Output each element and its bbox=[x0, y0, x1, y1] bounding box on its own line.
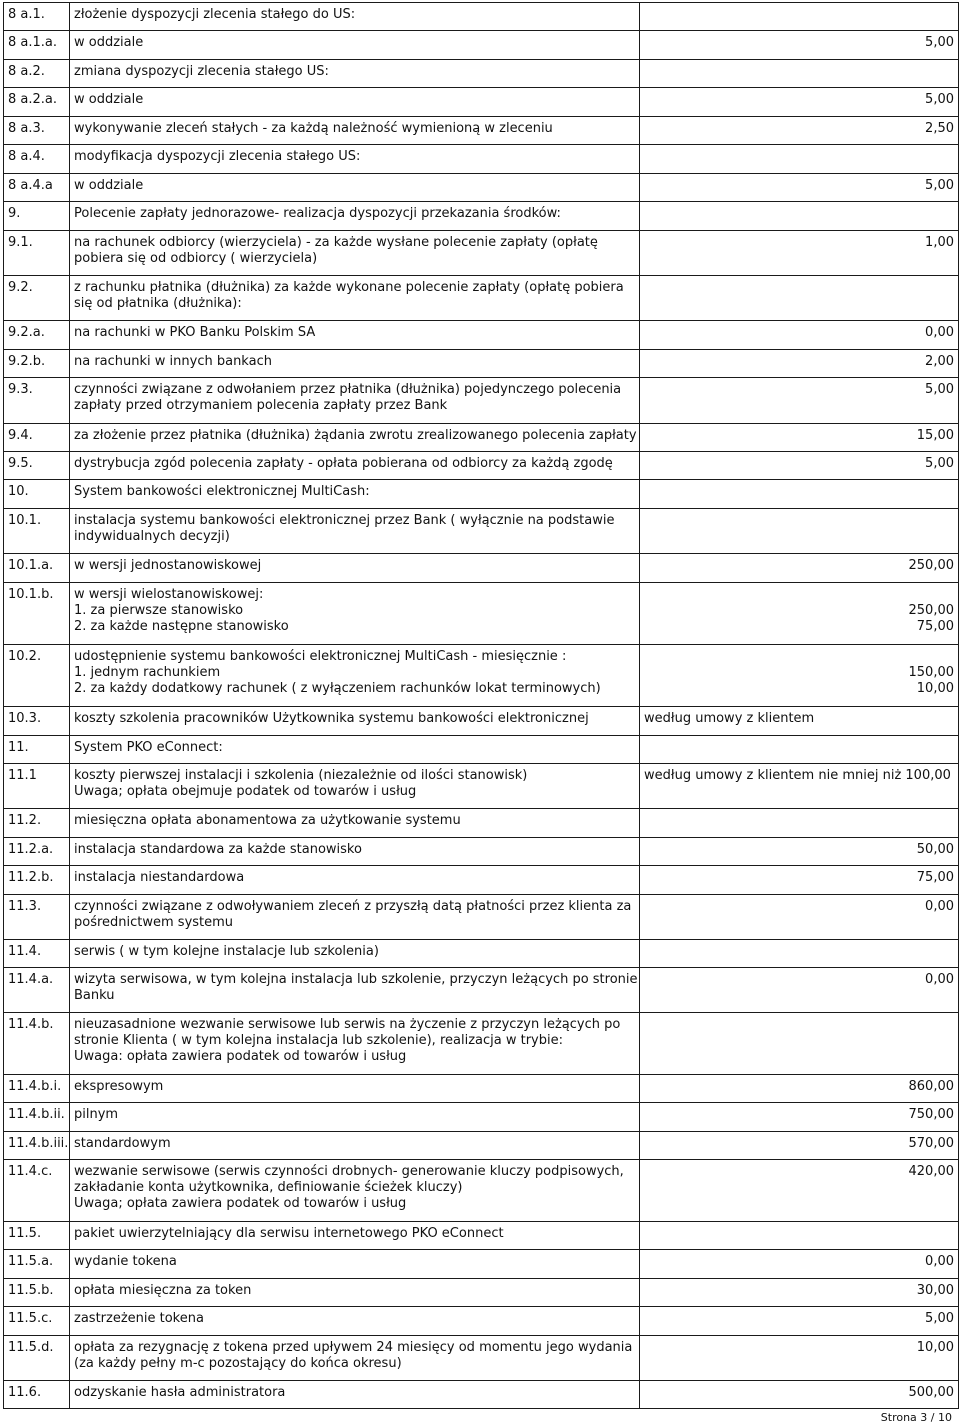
fee-value: 250,00 bbox=[908, 603, 954, 618]
description-line: ekspresowym bbox=[74, 1079, 164, 1094]
item-fee bbox=[640, 350, 959, 378]
item-description bbox=[70, 764, 640, 809]
item-fee bbox=[640, 424, 959, 452]
table-row bbox=[4, 645, 959, 707]
item-description bbox=[70, 321, 640, 350]
fee-value bbox=[644, 64, 954, 80]
item-number: 8 a.4. bbox=[4, 145, 70, 174]
fee-value: według umowy z klientem bbox=[644, 711, 815, 726]
description-line: opłata miesięczna za token bbox=[74, 1283, 252, 1298]
item-fee bbox=[640, 509, 959, 554]
table-row bbox=[4, 509, 959, 554]
fee-value bbox=[644, 149, 954, 165]
item-fee bbox=[640, 276, 959, 321]
item-fee bbox=[640, 645, 959, 707]
description-line: Polecenie zapłaty jednorazowe- realizacja dyspozycji przekazania środków: bbox=[74, 206, 561, 221]
item-fee bbox=[640, 1250, 959, 1279]
item-description bbox=[70, 1075, 640, 1103]
item-number: 11.5.a. bbox=[4, 1250, 70, 1279]
item-number: 10.3. bbox=[4, 707, 70, 736]
description-line: stronie Klienta ( w tym kolejna instalacja lub szkolenie), realizacja w trybie: bbox=[74, 1033, 563, 1048]
fee-value bbox=[644, 484, 954, 500]
description-line: Uwaga; opłata zawiera podatek od towarów i usług bbox=[74, 1196, 407, 1211]
fee-value bbox=[644, 813, 954, 829]
item-fee bbox=[640, 1336, 959, 1381]
fee-value: 500,00 bbox=[908, 1385, 954, 1400]
table-row bbox=[4, 350, 959, 378]
fee-value: 150,00 bbox=[908, 665, 954, 680]
fee-value: 15,00 bbox=[916, 428, 954, 443]
fee-value: według umowy z klientem nie mniej niż 100,00 bbox=[644, 768, 951, 783]
description-line: złożenie dyspozycji zlecenia stałego do US: bbox=[74, 7, 356, 22]
item-fee bbox=[640, 31, 959, 60]
item-fee bbox=[640, 895, 959, 940]
item-fee bbox=[640, 866, 959, 895]
description-line: miesięczna opłata abonamentowa za użytkowanie systemu bbox=[74, 813, 461, 828]
description-line: System PKO eConnect: bbox=[74, 740, 223, 755]
item-description bbox=[70, 968, 640, 1013]
description-line: czynności związane z odwoływaniem zleceń z przyszłą datą płatności przez klienta za bbox=[74, 899, 632, 914]
description-line: w oddziale bbox=[74, 92, 144, 107]
item-number: 8 a.2.a. bbox=[4, 88, 70, 117]
table-row bbox=[4, 276, 959, 321]
description-line: modyfikacja dyspozycji zlecenia stałego US: bbox=[74, 149, 361, 164]
item-number: 9.3. bbox=[4, 378, 70, 424]
fee-value: 50,00 bbox=[916, 842, 954, 857]
item-number: 9.5. bbox=[4, 452, 70, 480]
item-number: 9.2.b. bbox=[4, 350, 70, 378]
item-number: 11.2.b. bbox=[4, 866, 70, 895]
fee-value bbox=[644, 280, 954, 296]
table-row bbox=[4, 1307, 959, 1336]
description-line: koszty szkolenia pracowników Użytkownika systemu bankowości elektronicznej bbox=[74, 711, 589, 726]
item-number: 11.6. bbox=[4, 1381, 70, 1409]
fee-value bbox=[644, 740, 954, 756]
description-line: instalacja niestandardowa bbox=[74, 870, 245, 885]
fee-value bbox=[644, 649, 954, 665]
fee-value bbox=[644, 513, 954, 529]
table-row bbox=[4, 1222, 959, 1250]
item-fee bbox=[640, 452, 959, 480]
fee-value bbox=[644, 7, 954, 23]
description-line: wizyta serwisowa, w tym kolejna instalacja lub szkolenie, przyczyn leżących po stronie bbox=[74, 972, 638, 987]
item-description bbox=[70, 1160, 640, 1222]
description-line: koszty pierwszej instalacji i szkolenia (niezależnie od ilości stanowisk) bbox=[74, 768, 528, 783]
item-fee bbox=[640, 480, 959, 509]
item-description bbox=[70, 1013, 640, 1075]
description-line: pośrednictwem systemu bbox=[74, 915, 234, 930]
description-line: się od płatnika (dłużnika): bbox=[74, 296, 242, 311]
description-line: czynności związane z odwołaniem przez płatnika (dłużnika) pojedynczego polecenia bbox=[74, 382, 622, 397]
table-row bbox=[4, 117, 959, 145]
item-number: 10.1.a. bbox=[4, 554, 70, 583]
item-description bbox=[70, 866, 640, 895]
fee-value: 5,00 bbox=[925, 382, 954, 397]
item-fee bbox=[640, 764, 959, 809]
item-number: 9.2. bbox=[4, 276, 70, 321]
fee-value: 10,00 bbox=[916, 681, 954, 696]
table-row bbox=[4, 60, 959, 88]
item-fee bbox=[640, 1160, 959, 1222]
fee-value: 5,00 bbox=[925, 35, 954, 50]
fee-value bbox=[644, 1017, 954, 1033]
item-number: 11.1 bbox=[4, 764, 70, 809]
item-fee bbox=[640, 145, 959, 174]
item-fee bbox=[640, 1132, 959, 1160]
item-number: 11.4.b.ii. bbox=[4, 1103, 70, 1132]
item-number: 8 a.1. bbox=[4, 3, 70, 31]
description-line: 1. jednym rachunkiem bbox=[74, 665, 221, 680]
table-row bbox=[4, 1250, 959, 1279]
table-row bbox=[4, 424, 959, 452]
item-description bbox=[70, 480, 640, 509]
fee-value: 5,00 bbox=[925, 456, 954, 471]
table-row bbox=[4, 452, 959, 480]
item-description bbox=[70, 940, 640, 968]
description-line: opłata za rezygnację z tokena przed upływem 24 miesięcy od momentu jego wydania bbox=[74, 1340, 633, 1355]
fee-value bbox=[644, 206, 954, 222]
item-description bbox=[70, 117, 640, 145]
item-description bbox=[70, 509, 640, 554]
description-line: serwis ( w tym kolejne instalacje lub szkolenia) bbox=[74, 944, 379, 959]
item-fee bbox=[640, 321, 959, 350]
description-line: w oddziale bbox=[74, 35, 144, 50]
table-row bbox=[4, 1132, 959, 1160]
item-fee bbox=[640, 378, 959, 424]
fee-value: 1,00 bbox=[925, 235, 954, 250]
item-fee bbox=[640, 1307, 959, 1336]
item-description bbox=[70, 88, 640, 117]
item-fee bbox=[640, 1013, 959, 1075]
fee-value bbox=[644, 587, 954, 603]
item-description bbox=[70, 645, 640, 707]
item-fee bbox=[640, 1279, 959, 1307]
description-line: 1. za pierwsze stanowisko bbox=[74, 603, 244, 618]
item-number: 11.4.c. bbox=[4, 1160, 70, 1222]
table-row bbox=[4, 1160, 959, 1222]
item-number: 9.1. bbox=[4, 231, 70, 276]
fee-value: 30,00 bbox=[916, 1283, 954, 1298]
item-fee bbox=[640, 838, 959, 866]
table-row bbox=[4, 88, 959, 117]
table-row bbox=[4, 895, 959, 940]
table-row bbox=[4, 583, 959, 645]
fee-value: 75,00 bbox=[916, 619, 954, 634]
item-number: 11.5.c. bbox=[4, 1307, 70, 1336]
item-description bbox=[70, 452, 640, 480]
fee-value: 250,00 bbox=[908, 558, 954, 573]
item-number: 8 a.1.a. bbox=[4, 31, 70, 60]
description-line: za złożenie przez płatnika (dłużnika) żądania zwrotu zrealizowanego polecenia zapłaty bbox=[74, 428, 637, 443]
item-description bbox=[70, 1279, 640, 1307]
table-row bbox=[4, 866, 959, 895]
description-line: pakiet uwierzytelniający dla serwisu internetowego PKO eConnect bbox=[74, 1226, 504, 1241]
table-row bbox=[4, 174, 959, 202]
description-line: instalacja systemu bankowości elektronicznej przez Bank ( wyłącznie na podstawie bbox=[74, 513, 615, 528]
item-description bbox=[70, 231, 640, 276]
item-number: 8 a.3. bbox=[4, 117, 70, 145]
item-fee bbox=[640, 968, 959, 1013]
item-description bbox=[70, 31, 640, 60]
fee-value: 10,00 bbox=[916, 1340, 954, 1355]
description-line: w wersji jednostanowiskowej bbox=[74, 558, 262, 573]
table-row bbox=[4, 378, 959, 424]
item-fee bbox=[640, 1103, 959, 1132]
description-line: pobiera się od odbiorcy ( wierzyciela) bbox=[74, 251, 318, 266]
table-row bbox=[4, 1075, 959, 1103]
table-row bbox=[4, 764, 959, 809]
fee-value: 5,00 bbox=[925, 1311, 954, 1326]
description-line: dystrybucja zgód polecenia zapłaty - opłata pobierana od odbiorcy za każdą zgodę bbox=[74, 456, 613, 471]
description-line: wykonywanie zleceń stałych - za każdą należność wymienioną w zleceniu bbox=[74, 121, 553, 136]
table-row bbox=[4, 3, 959, 31]
item-fee bbox=[640, 736, 959, 764]
item-number: 9.4. bbox=[4, 424, 70, 452]
table-row bbox=[4, 707, 959, 736]
fee-value: 0,00 bbox=[925, 325, 954, 340]
fee-table-body bbox=[4, 3, 959, 1409]
item-description bbox=[70, 378, 640, 424]
fee-value bbox=[644, 1226, 954, 1242]
item-description bbox=[70, 202, 640, 231]
description-line: standardowym bbox=[74, 1136, 171, 1151]
description-line: nieuzasadnione wezwanie serwisowe lub serwis na życzenie z przyczyn leżących po bbox=[74, 1017, 621, 1032]
table-row bbox=[4, 321, 959, 350]
fee-value: 75,00 bbox=[916, 870, 954, 885]
item-description bbox=[70, 583, 640, 645]
item-description bbox=[70, 838, 640, 866]
item-description bbox=[70, 424, 640, 452]
table-row bbox=[4, 145, 959, 174]
description-line: Uwaga; opłata obejmuje podatek od towarów i usług bbox=[74, 784, 417, 799]
item-number: 11.4. bbox=[4, 940, 70, 968]
item-number: 9. bbox=[4, 202, 70, 231]
description-line: wezwanie serwisowe (serwis czynności drobnych- generowanie kluczy podpisowych, bbox=[74, 1164, 624, 1179]
fee-value bbox=[644, 944, 954, 960]
fee-value: 860,00 bbox=[908, 1079, 954, 1094]
description-line: 2. za każde następne stanowisko bbox=[74, 619, 289, 634]
fee-value: 0,00 bbox=[925, 899, 954, 914]
item-number: 11.4.a. bbox=[4, 968, 70, 1013]
item-description bbox=[70, 174, 640, 202]
description-line: instalacja standardowa za każde stanowisko bbox=[74, 842, 362, 857]
item-description bbox=[70, 350, 640, 378]
fee-value: 420,00 bbox=[908, 1164, 954, 1179]
description-line: System bankowości elektronicznej MultiCash: bbox=[74, 484, 370, 499]
description-line: zastrzeżenie tokena bbox=[74, 1311, 204, 1326]
item-number: 11.3. bbox=[4, 895, 70, 940]
item-number: 11.4.b. bbox=[4, 1013, 70, 1075]
item-description bbox=[70, 1381, 640, 1409]
description-line: 2. za każdy dodatkowy rachunek ( z wyłączeniem rachunków lokat terminowych) bbox=[74, 681, 601, 696]
table-row bbox=[4, 1381, 959, 1409]
item-fee bbox=[640, 3, 959, 31]
description-line: indywidualnych decyzji) bbox=[74, 529, 230, 544]
item-fee bbox=[640, 1381, 959, 1409]
item-description bbox=[70, 707, 640, 736]
table-row bbox=[4, 554, 959, 583]
item-number: 11.2. bbox=[4, 809, 70, 838]
item-fee bbox=[640, 202, 959, 231]
item-fee bbox=[640, 809, 959, 838]
table-row bbox=[4, 231, 959, 276]
item-number: 9.2.a. bbox=[4, 321, 70, 350]
item-fee bbox=[640, 174, 959, 202]
item-fee bbox=[640, 554, 959, 583]
table-row bbox=[4, 968, 959, 1013]
fee-value: 0,00 bbox=[925, 972, 954, 987]
fee-value: 750,00 bbox=[908, 1107, 954, 1122]
table-row bbox=[4, 480, 959, 509]
description-line: na rachunki w PKO Banku Polskim SA bbox=[74, 325, 316, 340]
fee-value: 570,00 bbox=[908, 1136, 954, 1151]
table-row bbox=[4, 736, 959, 764]
item-description bbox=[70, 809, 640, 838]
description-line: zakładanie konta użytkownika, definiowanie ścieżek kluczy) bbox=[74, 1180, 463, 1195]
fee-table bbox=[3, 2, 959, 1409]
item-description bbox=[70, 60, 640, 88]
item-fee bbox=[640, 88, 959, 117]
fee-value: 2,50 bbox=[925, 121, 954, 136]
description-line: odzyskanie hasła administratora bbox=[74, 1385, 286, 1400]
item-number: 11.4.b.i. bbox=[4, 1075, 70, 1103]
fee-value: 0,00 bbox=[925, 1254, 954, 1269]
item-fee bbox=[640, 231, 959, 276]
item-description bbox=[70, 1336, 640, 1381]
item-description bbox=[70, 1103, 640, 1132]
table-row bbox=[4, 31, 959, 60]
item-description bbox=[70, 1132, 640, 1160]
item-number: 11.5.d. bbox=[4, 1336, 70, 1381]
item-description bbox=[70, 1250, 640, 1279]
item-description bbox=[70, 736, 640, 764]
item-fee bbox=[640, 707, 959, 736]
item-number: 8 a.2. bbox=[4, 60, 70, 88]
description-line: Uwaga: opłata zawiera podatek od towarów i usług bbox=[74, 1049, 407, 1064]
table-row bbox=[4, 838, 959, 866]
item-number: 11.4.b.iii. bbox=[4, 1132, 70, 1160]
fee-value: 5,00 bbox=[925, 178, 954, 193]
item-description bbox=[70, 276, 640, 321]
item-number: 11.5.b. bbox=[4, 1279, 70, 1307]
table-row bbox=[4, 1279, 959, 1307]
description-line: w oddziale bbox=[74, 178, 144, 193]
item-description bbox=[70, 1222, 640, 1250]
item-fee bbox=[640, 583, 959, 645]
description-line: udostępnienie systemu bankowości elektronicznej MultiCash - miesięcznie : bbox=[74, 649, 567, 664]
description-line: (za każdy pełny m-c pozostający do końca okresu) bbox=[74, 1356, 402, 1371]
description-line: w wersji wielostanowiskowej: bbox=[74, 587, 264, 602]
table-row bbox=[4, 1103, 959, 1132]
item-fee bbox=[640, 940, 959, 968]
item-number: 10.1. bbox=[4, 509, 70, 554]
table-row bbox=[4, 940, 959, 968]
description-line: Banku bbox=[74, 988, 115, 1003]
fee-value: 2,00 bbox=[925, 354, 954, 369]
fee-value: 5,00 bbox=[925, 92, 954, 107]
description-line: wydanie tokena bbox=[74, 1254, 177, 1269]
item-description bbox=[70, 895, 640, 940]
item-number: 11.2.a. bbox=[4, 838, 70, 866]
table-row bbox=[4, 1336, 959, 1381]
table-row bbox=[4, 1013, 959, 1075]
item-fee bbox=[640, 1222, 959, 1250]
description-line: na rachunki w innych bankach bbox=[74, 354, 272, 369]
item-number: 11. bbox=[4, 736, 70, 764]
page-number: Strona 3 / 10 bbox=[880, 1411, 952, 1424]
item-number: 8 a.4.a bbox=[4, 174, 70, 202]
description-line: zmiana dyspozycji zlecenia stałego US: bbox=[74, 64, 329, 79]
description-line: zapłaty przed otrzymaniem polecenia zapłaty przez Bank bbox=[74, 398, 448, 413]
description-line: pilnym bbox=[74, 1107, 119, 1122]
item-description bbox=[70, 554, 640, 583]
item-number: 11.5. bbox=[4, 1222, 70, 1250]
item-number: 10. bbox=[4, 480, 70, 509]
description-line: z rachunku płatnika (dłużnika) za każde wykonane polecenie zapłaty (opłatę pobiera bbox=[74, 280, 624, 295]
description-line: na rachunek odbiorcy (wierzyciela) - za każde wysłane polecenie zapłaty (opłatę bbox=[74, 235, 598, 250]
item-description bbox=[70, 145, 640, 174]
item-description bbox=[70, 1307, 640, 1336]
item-fee bbox=[640, 117, 959, 145]
item-number: 10.2. bbox=[4, 645, 70, 707]
table-row bbox=[4, 809, 959, 838]
item-description bbox=[70, 3, 640, 31]
table-row bbox=[4, 202, 959, 231]
item-number: 10.1.b. bbox=[4, 583, 70, 645]
item-fee bbox=[640, 1075, 959, 1103]
item-fee bbox=[640, 60, 959, 88]
